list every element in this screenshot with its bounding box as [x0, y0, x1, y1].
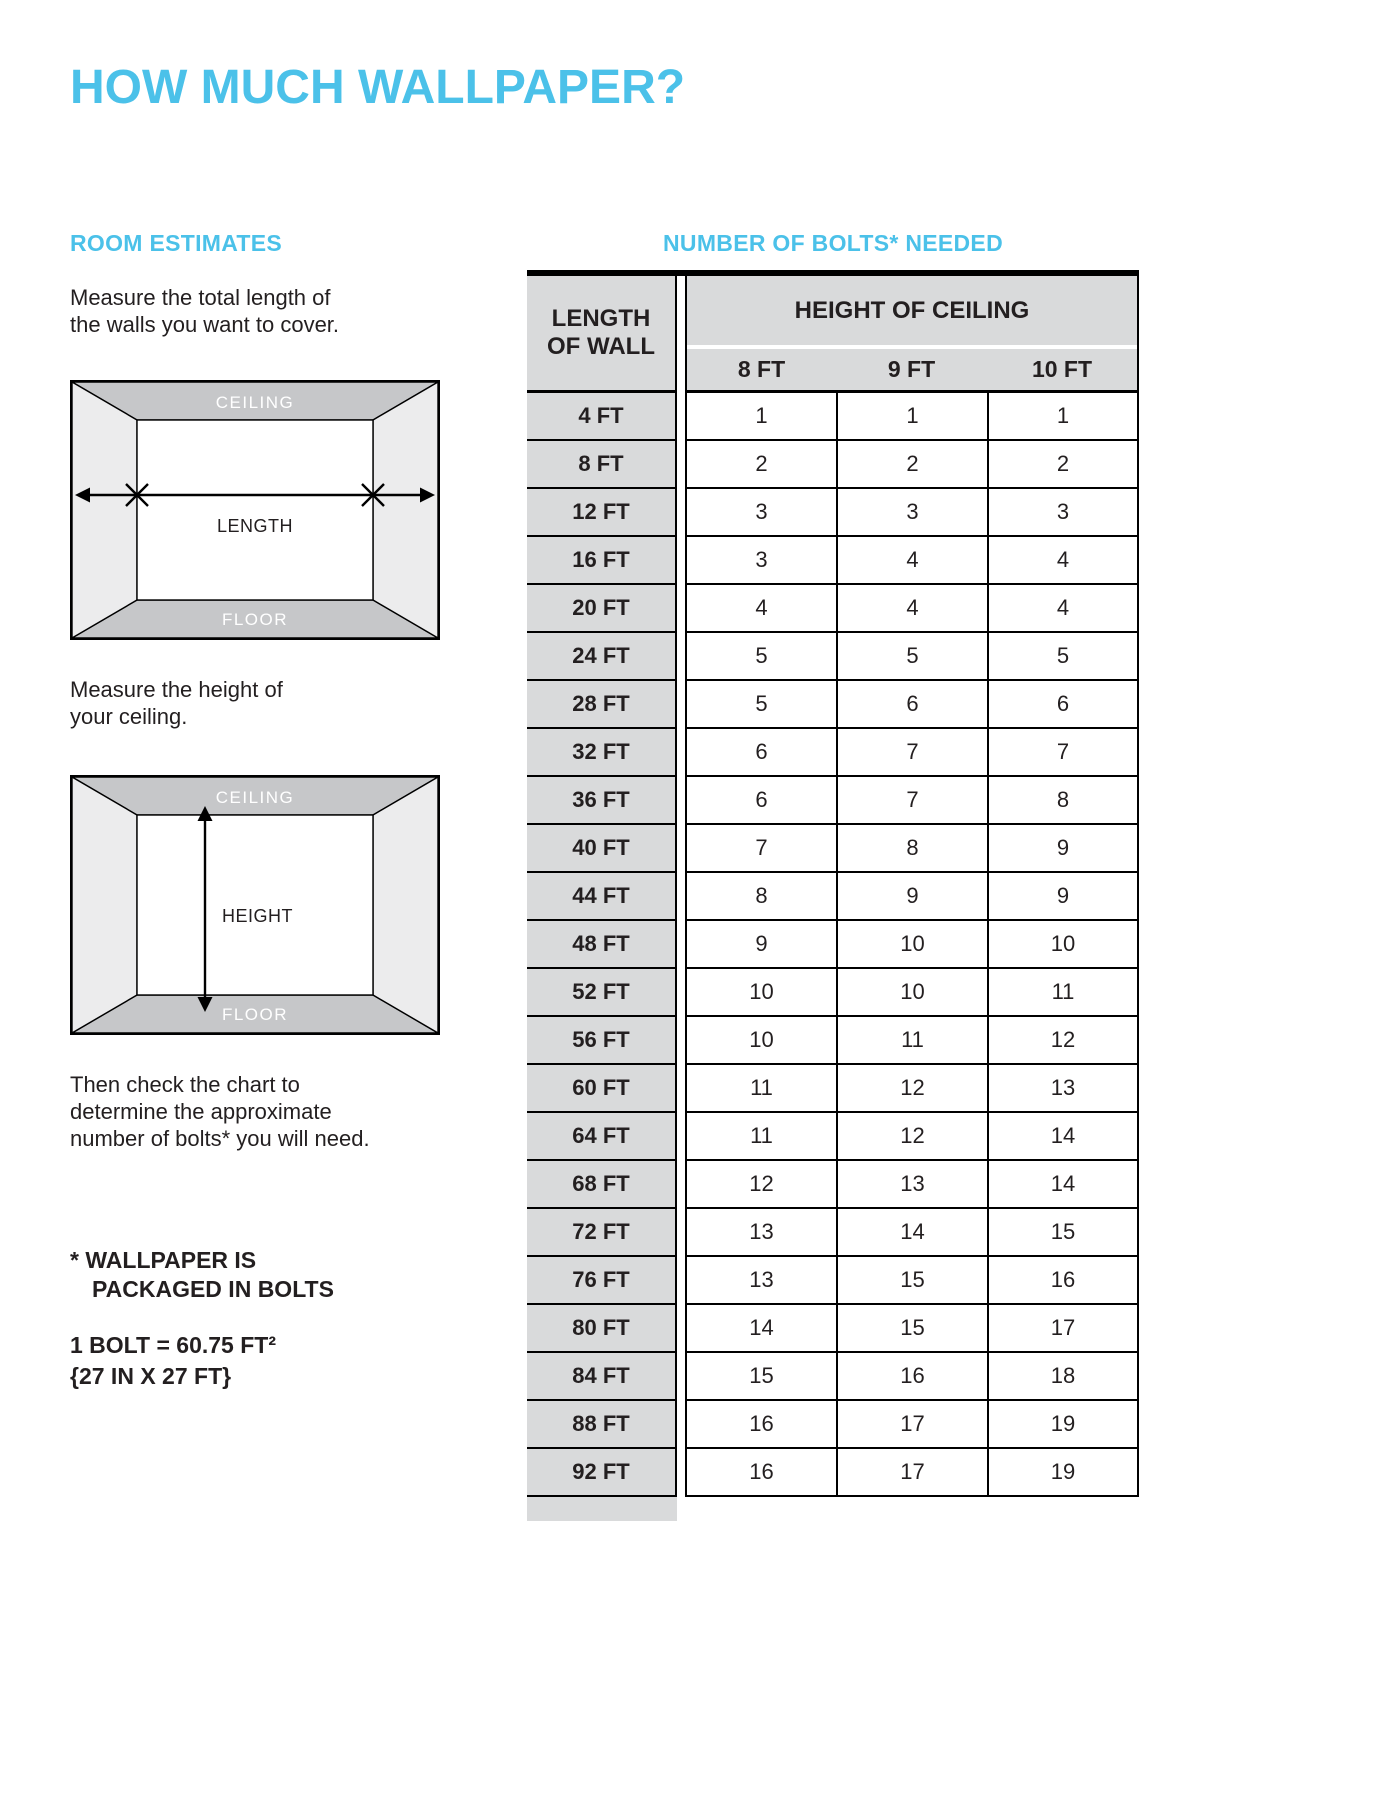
room-estimates-heading: ROOM ESTIMATES — [70, 230, 283, 256]
bolt-count-cell: 3 — [685, 489, 836, 537]
bolt-count-cell: 12 — [836, 1113, 987, 1161]
bolt-count-cell: 13 — [685, 1209, 836, 1257]
bolt-count-cell: 17 — [987, 1305, 1139, 1353]
bolt-count-cell: 16 — [685, 1401, 836, 1449]
bolt-count-cell: 10 — [836, 969, 987, 1017]
height-diagram — [70, 775, 440, 1035]
wall-length-label: 12 FT — [527, 489, 677, 537]
bolt-count-cell: 5 — [685, 681, 836, 729]
wall-length-label: 80 FT — [527, 1305, 677, 1353]
bolt-count-cell: 9 — [836, 873, 987, 921]
wall-length-label: 8 FT — [527, 441, 677, 489]
length-label: LENGTH — [216, 516, 294, 536]
wall-length-label: 52 FT — [527, 969, 677, 1017]
bolt-count-cell: 19 — [987, 1401, 1139, 1449]
wall-length-label: 72 FT — [527, 1209, 677, 1257]
bolt-count-cell: 8 — [987, 777, 1139, 825]
bolt-count-cell: 7 — [685, 825, 836, 873]
floor-label: FLOOR — [221, 1005, 289, 1024]
bolt-count-cell: 10 — [987, 921, 1139, 969]
bolt-count-cell: 14 — [685, 1305, 836, 1353]
step1-text — [70, 284, 339, 338]
bolt-count-cell: 1 — [685, 393, 836, 441]
bolt-count-cell: 15 — [836, 1305, 987, 1353]
bolt-count-cell: 4 — [987, 585, 1139, 633]
bolt-count-cell: 7 — [836, 777, 987, 825]
bolt-count-cell: 11 — [685, 1065, 836, 1113]
bolt-count-cell: 4 — [836, 537, 987, 585]
bolt-count-cell: 16 — [987, 1257, 1139, 1305]
ceiling-label: CEILING — [215, 788, 295, 807]
bolt-count-cell: 14 — [987, 1161, 1139, 1209]
wall-length-label: 84 FT — [527, 1353, 677, 1401]
bolt-count-cell: 10 — [685, 1017, 836, 1065]
bolt-count-cell: 3 — [685, 537, 836, 585]
bolt-count-cell: 15 — [685, 1353, 836, 1401]
bolt-count-cell: 16 — [836, 1353, 987, 1401]
bolt-count-cell: 7 — [836, 729, 987, 777]
step2-text — [70, 676, 283, 730]
height-label: HEIGHT — [222, 906, 294, 926]
bolt-count-cell: 14 — [836, 1209, 987, 1257]
bolt-count-cell: 3 — [836, 489, 987, 537]
step3-line: determine the approximate — [70, 1099, 332, 1124]
right-wall-face — [373, 777, 438, 1033]
wall-length-label: 76 FT — [527, 1257, 677, 1305]
wall-length-label: 24 FT — [527, 633, 677, 681]
bolt-count-cell: 2 — [987, 441, 1139, 489]
bolt-count-cell: 4 — [836, 585, 987, 633]
bolts-table-wrap — [527, 270, 1139, 1545]
bolt-count-cell: 11 — [836, 1017, 987, 1065]
wall-length-label: 36 FT — [527, 777, 677, 825]
footnote-line: * WALLPAPER IS — [70, 1247, 257, 1273]
bolt-count-cell: 4 — [685, 585, 836, 633]
floor-label: FLOOR — [221, 610, 289, 629]
bolt-count-cell: 6 — [987, 681, 1139, 729]
column-header-10ft: 10 FT — [987, 349, 1139, 393]
bolt-count-cell: 14 — [987, 1113, 1139, 1161]
bolts-needed-heading: NUMBER OF BOLTS* NEEDED — [663, 230, 1003, 256]
bolt-count-cell: 18 — [987, 1353, 1139, 1401]
wall-length-label: 88 FT — [527, 1401, 677, 1449]
wall-length-label: 32 FT — [527, 729, 677, 777]
bolt-count-cell: 13 — [685, 1257, 836, 1305]
bolt-count-cell: 9 — [685, 921, 836, 969]
bolt-count-cell: 5 — [685, 633, 836, 681]
step3-text — [70, 1071, 370, 1152]
back-wall-face — [137, 815, 373, 995]
bolt-count-cell: 8 — [685, 873, 836, 921]
step2-line: Measure the height of — [70, 677, 283, 702]
wallpaper-footnote — [70, 1246, 334, 1304]
bolt-count-cell: 4 — [987, 537, 1139, 585]
right-wall-face — [373, 382, 438, 638]
bolt-count-cell: 17 — [836, 1449, 987, 1497]
wall-length-label: 40 FT — [527, 825, 677, 873]
wall-length-label: 4 FT — [527, 393, 677, 441]
step1-line: the walls you want to cover. — [70, 312, 340, 337]
length-diagram — [70, 380, 440, 640]
bolt-count-cell: 5 — [836, 633, 987, 681]
bolt-count-cell: 5 — [987, 633, 1139, 681]
wall-length-label: 48 FT — [527, 921, 677, 969]
bolts-table — [527, 276, 1139, 1545]
step3-line: Then check the chart to — [70, 1072, 300, 1097]
bolt-count-cell: 2 — [836, 441, 987, 489]
wall-length-label: 64 FT — [527, 1113, 677, 1161]
bolt-count-cell: 6 — [836, 681, 987, 729]
bolt-count-cell: 13 — [987, 1065, 1139, 1113]
bolt-count-cell: 12 — [685, 1161, 836, 1209]
label-column-stub — [527, 1497, 677, 1521]
bolt-count-cell: 6 — [685, 777, 836, 825]
bolt-info-line: {27 IN X 27 FT} — [70, 1363, 232, 1389]
bolt-count-cell: 2 — [685, 441, 836, 489]
bolt-count-cell: 10 — [685, 969, 836, 1017]
bolt-count-cell: 11 — [987, 969, 1139, 1017]
wall-length-label: 16 FT — [527, 537, 677, 585]
wall-length-label: 68 FT — [527, 1161, 677, 1209]
footnote-line: PACKAGED IN BOLTS — [92, 1276, 334, 1302]
row-header-length-of-wall: LENGTH OF WALL — [527, 276, 677, 393]
bolt-count-cell: 6 — [685, 729, 836, 777]
bolt-count-cell: 1 — [836, 393, 987, 441]
back-wall-face — [137, 420, 373, 600]
column-header-8ft: 8 FT — [685, 349, 836, 393]
bolt-count-cell: 13 — [836, 1161, 987, 1209]
bolt-count-cell: 16 — [685, 1449, 836, 1497]
bolt-count-cell: 19 — [987, 1449, 1139, 1497]
wall-length-label: 60 FT — [527, 1065, 677, 1113]
step3-line: number of bolts* you will need. — [70, 1126, 370, 1151]
bolt-count-cell: 10 — [836, 921, 987, 969]
bolt-count-cell: 8 — [836, 825, 987, 873]
wall-length-label: 56 FT — [527, 1017, 677, 1065]
ceiling-label: CEILING — [215, 393, 295, 412]
bolt-count-cell: 17 — [836, 1401, 987, 1449]
bolt-count-cell: 12 — [836, 1065, 987, 1113]
left-wall-face — [72, 777, 137, 1033]
bolt-size-info — [70, 1330, 276, 1392]
bolt-count-cell: 15 — [836, 1257, 987, 1305]
wall-length-label: 44 FT — [527, 873, 677, 921]
page-title: HOW MUCH WALLPAPER? — [70, 61, 686, 114]
bolt-info-line: 1 BOLT = 60.75 FT² — [70, 1332, 276, 1358]
wall-length-label: 28 FT — [527, 681, 677, 729]
bolt-count-cell: 9 — [987, 873, 1139, 921]
bolt-count-cell: 12 — [987, 1017, 1139, 1065]
bolt-count-cell: 15 — [987, 1209, 1139, 1257]
bolt-count-cell: 9 — [987, 825, 1139, 873]
bolt-count-cell: 7 — [987, 729, 1139, 777]
left-wall-face — [72, 382, 137, 638]
bolt-count-cell: 1 — [987, 393, 1139, 441]
col-group-header-height-of-ceiling: HEIGHT OF CEILING — [685, 276, 1139, 345]
bolt-count-cell: 11 — [685, 1113, 836, 1161]
step2-line: your ceiling. — [70, 704, 188, 729]
column-header-9ft: 9 FT — [836, 349, 987, 393]
wall-length-label: 92 FT — [527, 1449, 677, 1497]
wall-length-label: 20 FT — [527, 585, 677, 633]
bolt-count-cell: 3 — [987, 489, 1139, 537]
step1-line: Measure the total length of — [70, 285, 331, 310]
